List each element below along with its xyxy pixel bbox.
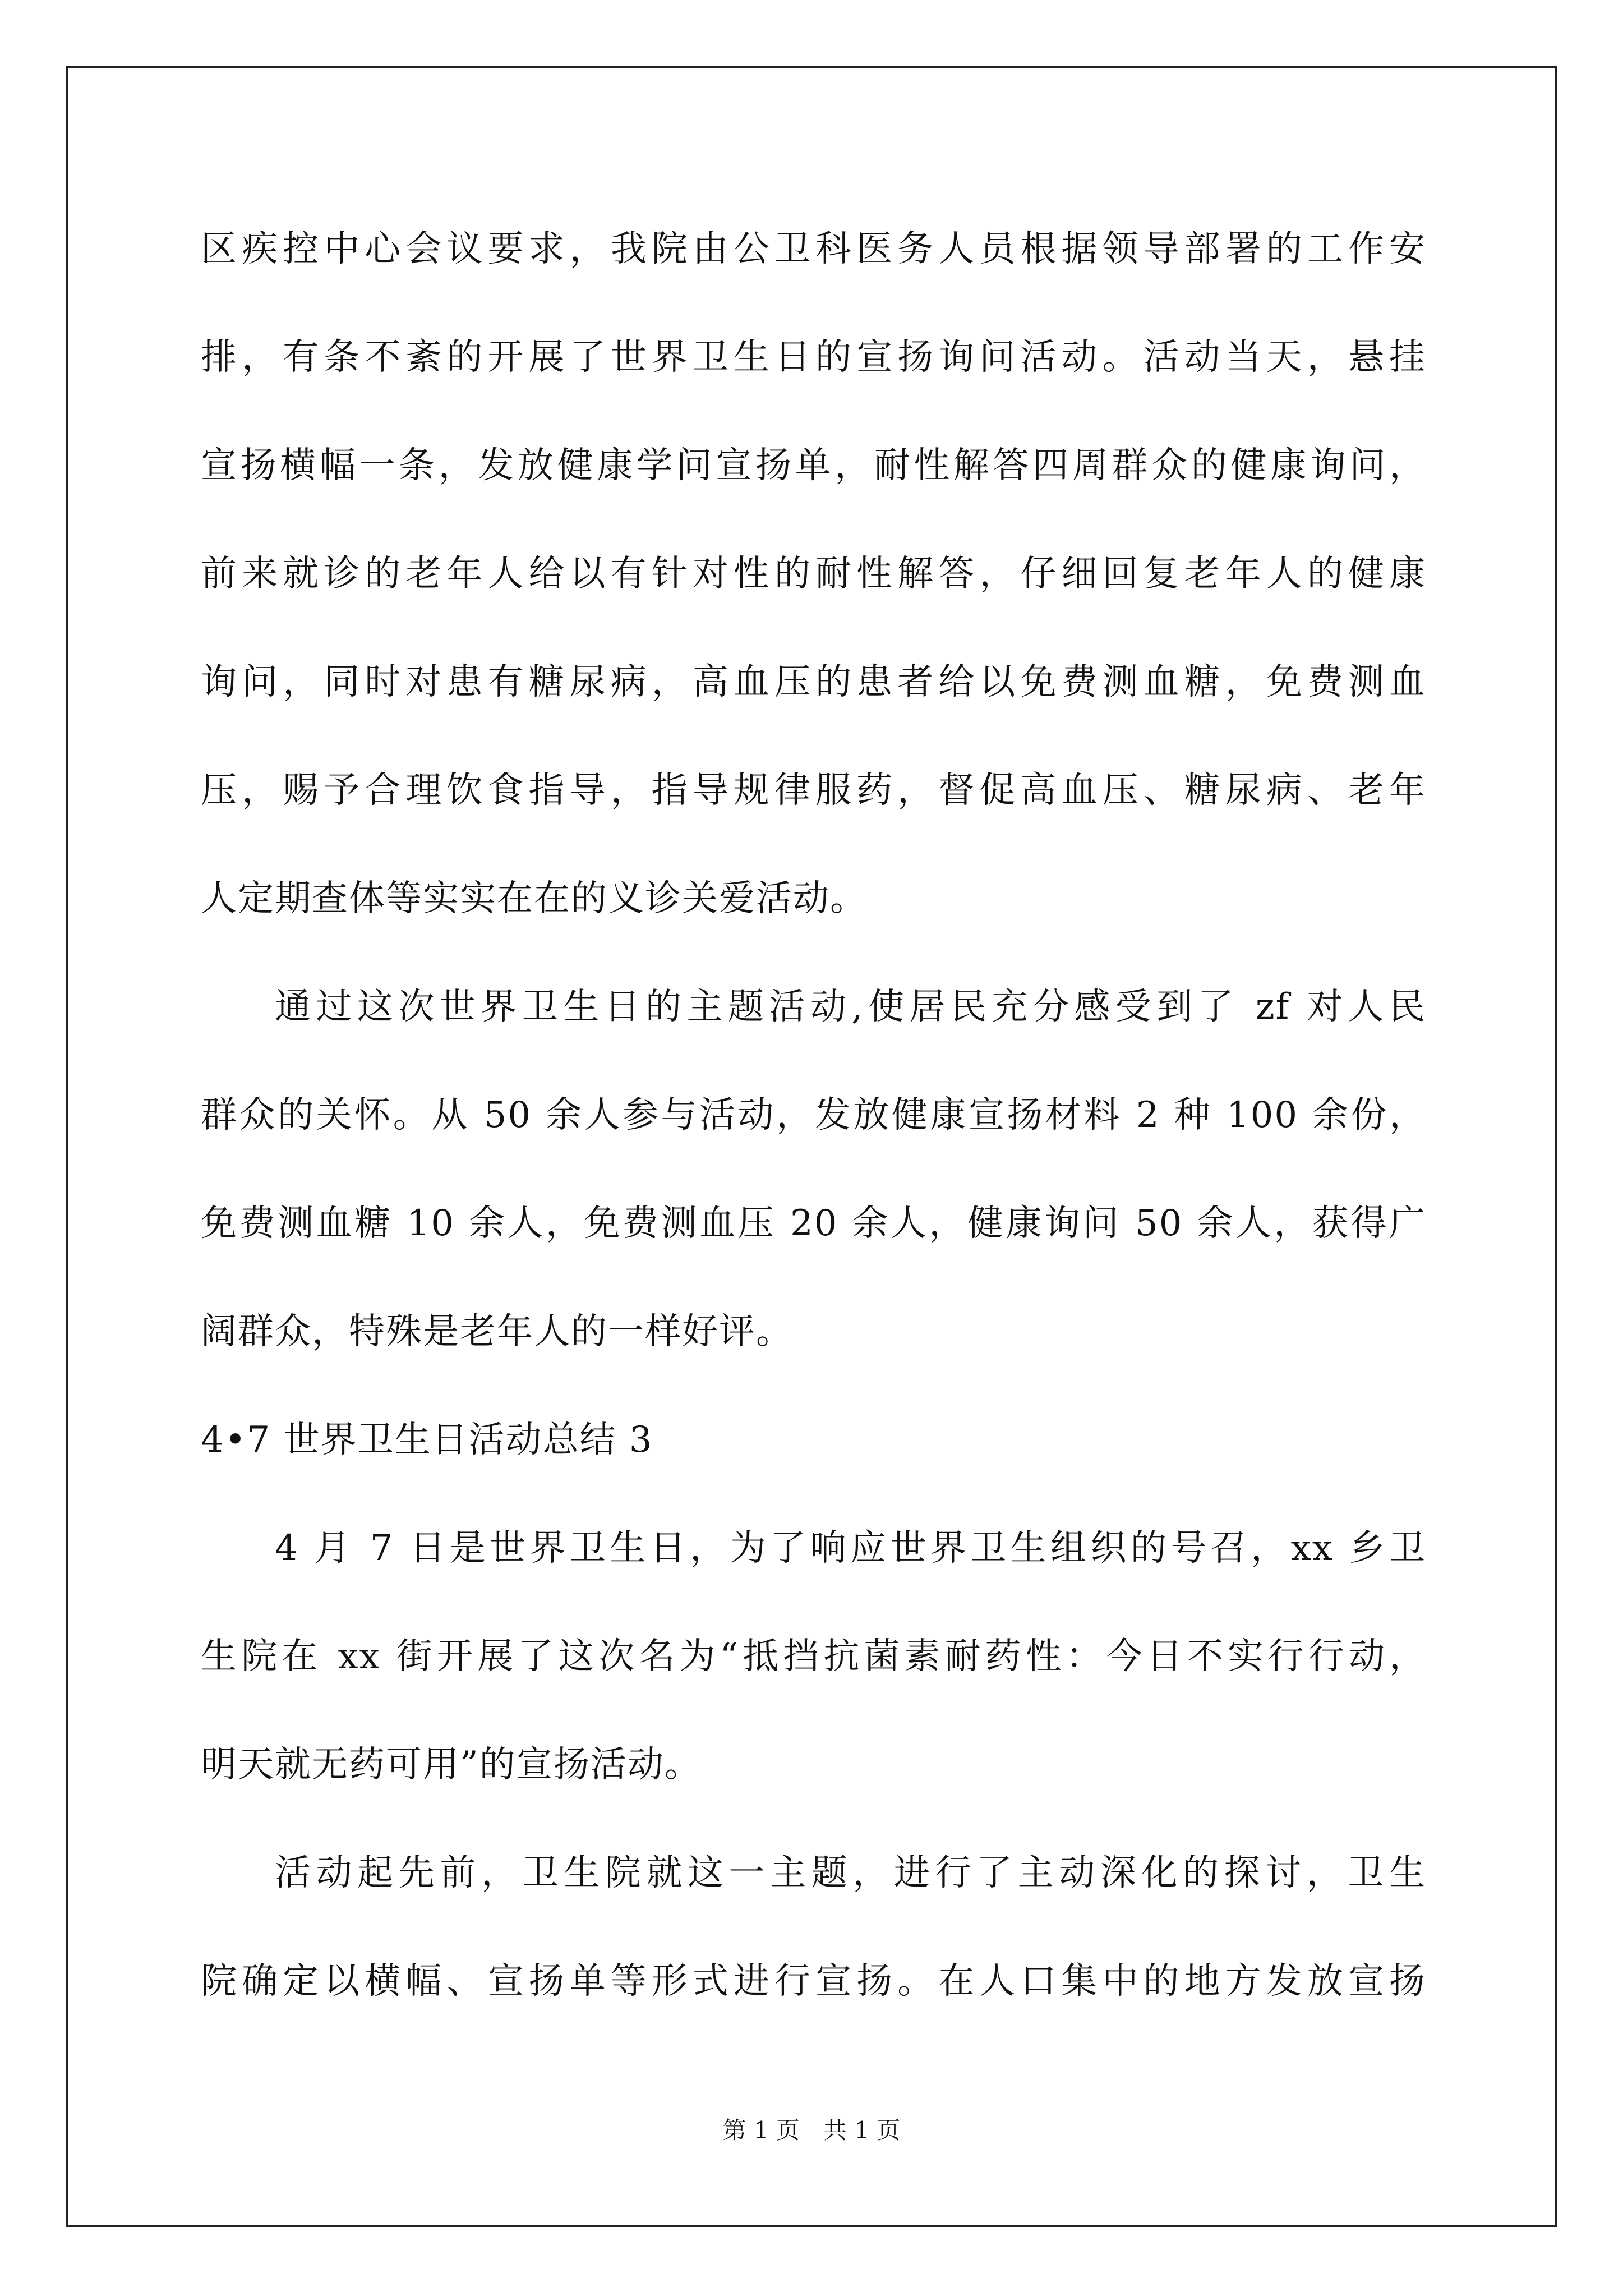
page-border	[66, 66, 1557, 2227]
body-line-10: 免费测血糖 10 余人，免费测血压 20 余人，健康询问 50 余人，获得广	[201, 1203, 1426, 1244]
body-line-1: 区疾控中心会议要求，我院由公卫科医务人员根据领导部署的工作安	[201, 228, 1426, 270]
body-line-11: 阔群众，特殊是老年人的一样好评。	[201, 1311, 793, 1352]
body-line-7: 人定期查体等实实在在的义诊关爱活动。	[201, 878, 867, 919]
body-line-4: 前来就诊的老年人给以有针对性的耐性解答，仔细回复老年人的健康	[201, 553, 1426, 595]
section-heading: 4•7 世界卫生日活动总结 3	[201, 1419, 653, 1461]
body-line-2: 排，有条不紊的开展了世界卫生日的宣扬询问活动。活动当天，悬挂	[201, 337, 1426, 378]
body-line-6: 压，赐予合理饮食指导，指导规律服药，督促高血压、糖尿病、老年	[201, 770, 1426, 811]
body-line-13: 4 月 7 日是世界卫生日，为了响应世界卫生组织的号召，xx 乡卫	[275, 1527, 1426, 1569]
body-line-14: 生院在 xx 街开展了这次名为“抵挡抗菌素耐药性：今日不实行行动，	[201, 1636, 1426, 1677]
body-line-17: 院确定以横幅、宣扬单等形式进行宣扬。在人口集中的地方发放宣扬	[201, 1961, 1426, 2002]
body-line-5: 询问，同时对患有糖尿病，高血压的患者给以免费测血糖，免费测血	[201, 661, 1426, 703]
body-line-3: 宣扬横幅一条，发放健康学问宣扬单，耐性解答四周群众的健康询问，	[201, 445, 1426, 486]
body-line-9: 群众的关怀。从 50 余人参与活动，发放健康宣扬材料 2 种 100 余份，	[201, 1094, 1426, 1136]
page-number: 第 1 页 共 1 页	[722, 2116, 901, 2144]
body-line-15: 明天就无药可用”的宣扬活动。	[201, 1744, 702, 1786]
body-line-8: 通过这次世界卫生日的主题活动,使居民充分感受到了 zf 对人民	[275, 986, 1426, 1028]
body-line-16: 活动起先前，卫生院就这一主题，进行了主动深化的探讨，卫生	[275, 1852, 1426, 1894]
